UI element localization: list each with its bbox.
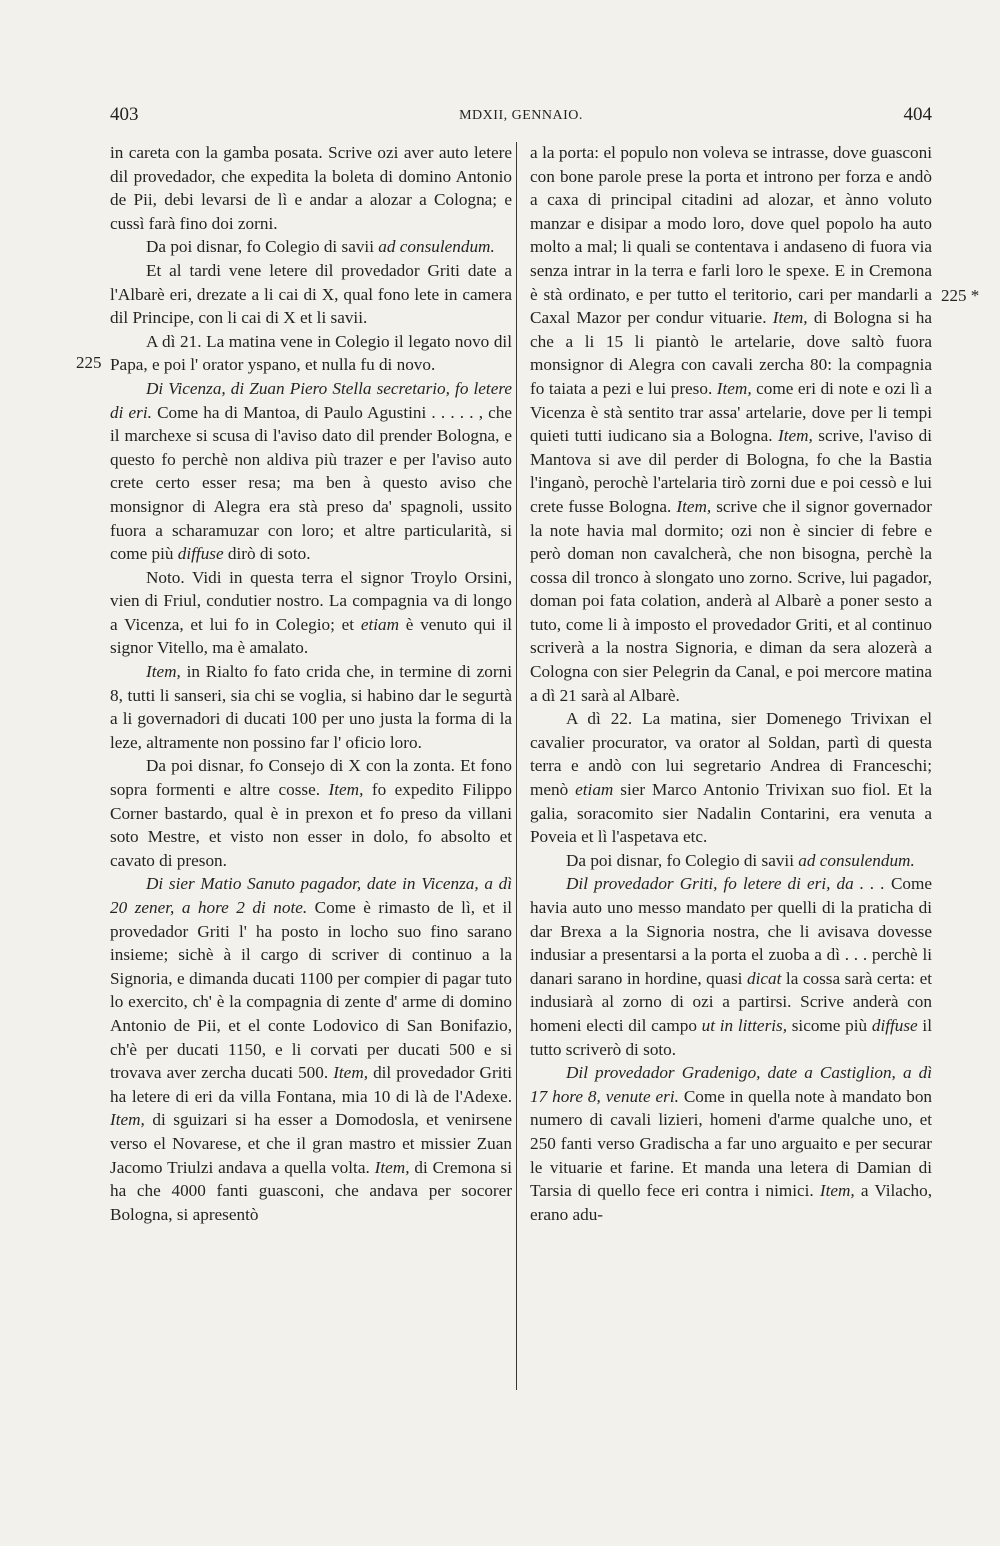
italic-text: Dil provedador Gradenigo, date a Castiglion, a dì 17 hore 8, venute eri. <box>530 1063 932 1106</box>
italic-text: Item, <box>328 780 364 800</box>
text-run: a Vilacho, erano adu- <box>530 1181 932 1224</box>
italic-text: ad consulendum. <box>378 237 495 257</box>
paragraph <box>530 707 932 849</box>
text-run: di sguizari si ha esser a Domodosla, et venirsene verso el Novarese, et che il gran mastro et missier Zuan Jacomo Triulzi andava a quella volta. <box>110 1110 512 1177</box>
text-run: Come è rimasto de lì, et il provedador Griti l' ha posto in locho suo fino sarano insieme; sichè à il cargo di scriver di continuo a la Signoria, e dimanda ducati 1100 per compier di pagar tuto lo exercito, ch' è la compagnia di zente d' arme di domino Antonio de Pii, et el conte Lodovico di San Bonifazio, ch'è per ducati 1150, e li corvati per ducati 500 e si trovava aver zercha ducati 500. <box>110 898 512 1083</box>
paragraph <box>110 660 512 754</box>
column-divider <box>516 142 517 1390</box>
text-run: scrive, l'aviso di Mantova si ave dil perder di Bologna, fo che la Bastia l'inganò, perochè l'artelaria tirò zorni due e poi cessò e lui crete fusse Bologna. <box>530 426 933 516</box>
italic-text: Item, <box>333 1063 369 1083</box>
paragraph <box>530 141 932 707</box>
text-run: dil provedador Griti ha letere di eri da villa Fontana, mia 10 di là de l'Adexe. <box>110 1063 512 1106</box>
italic-text: Item, <box>110 1110 145 1130</box>
paragraph <box>110 141 512 235</box>
text-run: la cossa sarà certa: et indusiarà al zorno di ozi a partirsi. Scrive anderà con homeni electi dil campo <box>530 968 932 1035</box>
paragraph <box>110 235 512 259</box>
text-run: A dì 22. La matina, sier Domenego Trivixan el cavalier procurator, va orator al Soldan, partì di questa terra e andò con lui segretario Andrea di Franceschi; menò <box>530 709 932 800</box>
italic-text: Item, <box>374 1157 410 1177</box>
text-run: Da poi disnar, fo Colegio di savii <box>566 850 799 870</box>
left-column <box>110 141 512 1226</box>
text-run: di Cremona si ha che 4000 fanti guasconi, che andava per socorer Bologna, si apresentò <box>110 1157 513 1224</box>
paragraph <box>530 1061 932 1226</box>
paragraph <box>530 849 932 873</box>
text-run: è venuto qui il signor Vitello, ma è amalato. <box>110 614 513 658</box>
italic-text: ad consulendum. <box>798 850 915 870</box>
text-run: A dì 21. La matina vene in Colegio il legato novo dil Papa, e poi l' orator yspano, et nulla fu di novo. <box>110 331 512 375</box>
right-page-number: 404 <box>903 104 932 125</box>
text-run: scrive che il signor governador la note havia mal dormito; ozi non è sincier di febre e però doman non cavalcherà, che non bisogna, perchè la cossa dil tronco à slongato uno zorno. Scrive, lui pagador, doman poi fata colation, anderà al Albarè a poner sesto a tuto, come li à imposto el provedador Griti, et al continuo scriverà a la nostra Signoria, e diman da sera alozerà a Cologna con sier Pelegrin da Canal, e poi mercore matina a dì 21 sarà al Albarè. <box>530 496 932 705</box>
left-page-number: 403 <box>110 104 139 125</box>
text-run: di Bologna si ha che a li 15 li piantò le artelarie, dove saltò fuora monsignor di Alegra con cavali zercha 80: la compagnia fo taiata a pezi e lui preso. <box>530 308 932 398</box>
paragraph <box>110 872 512 1226</box>
paragraph <box>110 566 512 660</box>
text-run: Noto. Vidi in questa terra el signor Troylo Orsini, vien di Friul, condutier nostro. La compagnia va di longo a Vicenza, et lui fo in Colegio; et <box>110 567 512 634</box>
italic-text: Item, <box>716 378 752 398</box>
text-run: sicome più <box>787 1015 872 1035</box>
paragraph <box>110 754 512 872</box>
italic-text: dicat <box>747 968 782 988</box>
paragraph <box>110 259 512 330</box>
right-column <box>530 141 932 1226</box>
text-run: Come in quella note à mandato bon numero di cavali lizieri, homeni d'arme qualche uno, et 250 fanti verso Gradischa a far uno arguaito e per securar le vituarie et farine. Et manda una letera di Damian di Tarsia di quello fece eri contra i nimici. <box>530 1086 933 1201</box>
text-run: in Rialto fo fato crida che, in termine di zorni 8, tutti li sanseri, sia chi se voglia, si habino dar le segurtà a li governadori di ducati 100 per uno justa la forma di la leze, altramente non possino far l' oficio loro. <box>110 662 512 752</box>
italic-text: etiam <box>575 780 614 800</box>
italic-text: ut in litteris, <box>701 1015 788 1035</box>
italic-text: Di sier Matio Sanuto pagador, date in Vicenza, a dì 20 zener, a hore 2 di note. <box>110 874 512 917</box>
running-title: MDXII, GENNAIO. <box>459 108 583 123</box>
italic-text: Di Vicenza, di Zuan Piero Stella secretario, fo letere di eri. <box>110 378 512 422</box>
right-margin-note: 225 * <box>941 286 980 305</box>
italic-text: diffuse <box>871 1015 918 1035</box>
italic-text: Item, <box>772 308 808 328</box>
italic-text: Item, <box>777 426 813 446</box>
page-header <box>110 104 932 130</box>
text-run: Et al tardi vene letere dil provedador Griti date a l'Albarè eri, drezate a li cai di X, qual fono lete in camera dil Principe, con li cai di X et li savii. <box>110 260 512 328</box>
text-run: come eri di note e ozi lì a Vicenza è stà sentito trar assa' artelarie, dove per li tempi quieti tutti iudicano sia a Bologna. <box>530 378 932 446</box>
italic-text: Item, <box>819 1181 855 1201</box>
paragraph <box>110 377 512 566</box>
text-run: Come havia auto uno messo mandato per quelli di la praticha di dar Brexa a la Signoria nostra, che li avisava dovesse indusiar a presentarsi a la porta el zuoba a dì . . . perchè li danari sarano in hordine, quasi <box>530 874 933 988</box>
text-run: fo expedito Filippo Corner bastardo, qual è in prexon et fo preso da villani soto Mestre, et visto non esser in dolo, fo absolto et cavato di preson. <box>110 780 512 870</box>
paragraph <box>530 872 932 1061</box>
italic-text: Item, <box>676 496 712 516</box>
text-run: a la porta: el populo non voleva se intrasse, dove guasconi con bone parole prese la porta et introno per forza e andò a caxa di principal citadini ad alozar, et ànno voluto manzar e disipar a modo loro, dove quel popolo ha auto molto a mal; li quali se contentava i andaseno di fuora via senza intrar in la terra e farli loro le spexe. E in Cremona è stà ordinato, e per tutto el teritorio, cari per mandarli a Caxal Mazor per condur vituarie. <box>530 143 932 328</box>
text-run: Come ha di Mantoa, di Paulo Agustini . . . . . , che il marchexe si scusa di l'aviso dato dil prender Bologna, e questo fo perchè non aldiva più trazer e per l'aviso auto crete certo esser resa; ma ben à questo aviso che monsignor di Alegra era stà preso da' spagnoli, ussito fuora a scharamuzar con loro; et altre particularità, si come più <box>110 402 512 564</box>
text-run: in careta con la gamba posata. Scrive ozi aver auto letere dil provedador, che expedita la boleta di domino Antonio de Pii, debi levarsi de lì e andar a alozar a Cologna; e cussì farà fino doi zorni. <box>110 143 512 233</box>
text-run: sier Marco Antonio Trivixan suo fiol. Et la galia, soracomito sier Nadalin Contarini, era venuta a Poveia et lì l'aspetava etc. <box>530 780 932 847</box>
text-run: dirò di soto. <box>223 544 311 564</box>
italic-text: diffuse <box>177 544 224 564</box>
left-margin-note: 225 <box>76 353 102 372</box>
text-run: il tutto scriverò di soto. <box>530 1015 932 1059</box>
text-run: Da poi disnar, fo Colegio di savii <box>146 237 379 257</box>
paragraph <box>110 330 512 377</box>
italic-text: etiam <box>360 614 400 634</box>
text-run: Da poi disnar, fo Consejo di X con la zonta. Et fono sopra formenti e altre cosse. <box>110 756 512 800</box>
italic-text: Dil provedador Griti, fo letere di eri, da . . . <box>566 874 885 894</box>
italic-text: Item, <box>146 662 181 682</box>
